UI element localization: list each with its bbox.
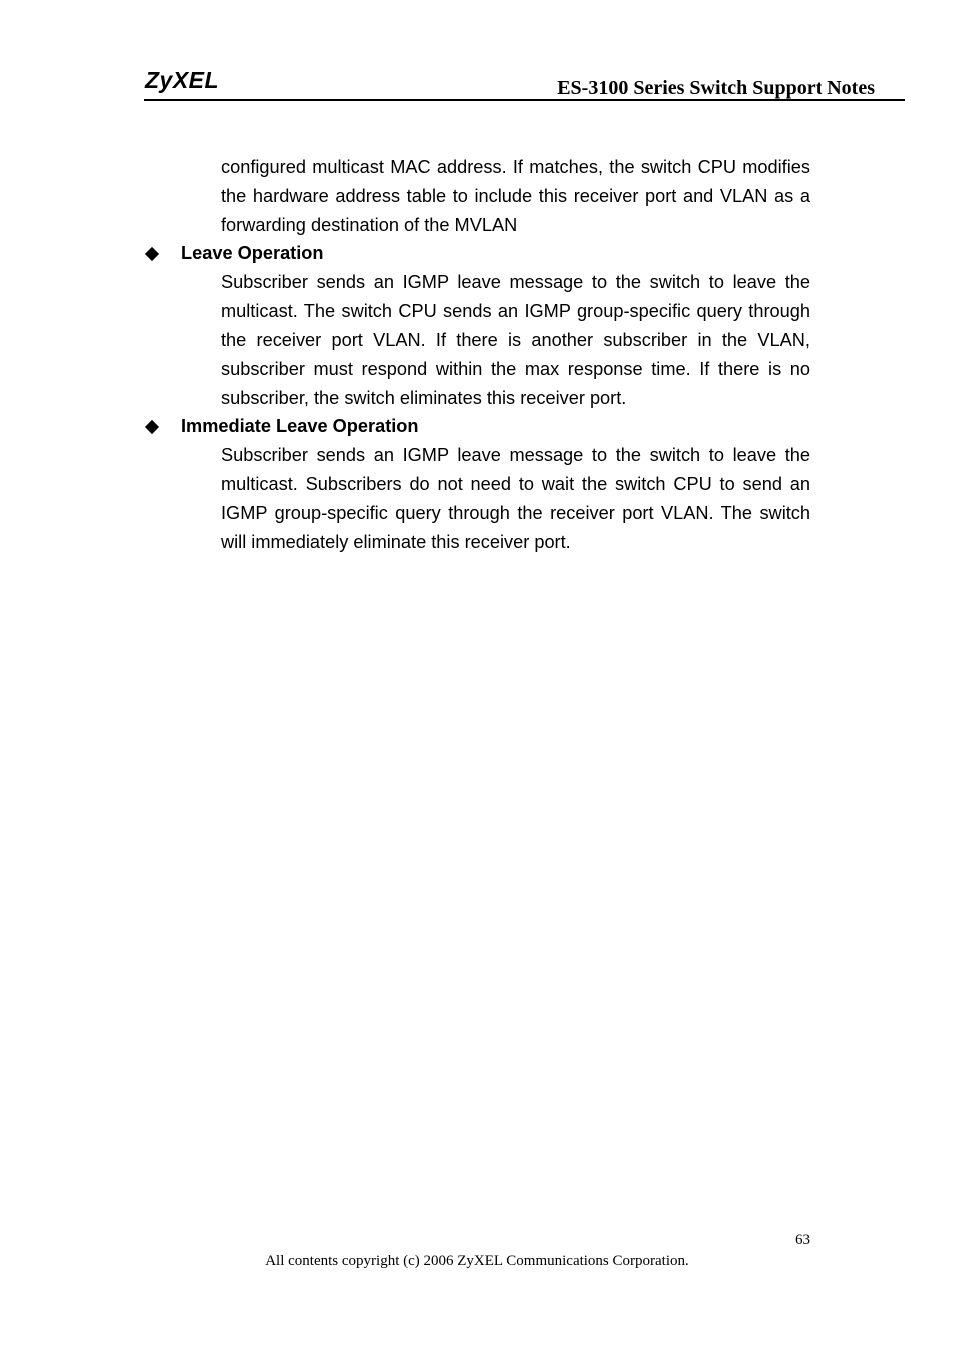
section-body-immediate-leave-operation: Subscriber sends an IGMP leave message to the switch to leave the multicast. Subscribers do not need to wait the switch CPU to send an IGMP group-specific query through the receiver port VLAN. The switch will immediately eliminate this receiver port. [221, 445, 810, 552]
header-divider [144, 99, 905, 101]
company-logo: ZyXEL [145, 67, 220, 93]
page-number: 63 [795, 1232, 810, 1248]
section-body-leave-operation: Subscriber sends an IGMP leave message to the switch to leave the multicast. The switch CPU sends an IGMP group-specific query through the receiver port VLAN. If there is another subscriber in the VLAN, subscriber must respond within the max response time. If there is no subscriber, the switch eliminates this receiver port. [221, 272, 810, 408]
diamond-bullet-icon [145, 419, 159, 433]
continuation-paragraph: configured multicast MAC address. If matches, the switch CPU modifies the hardware address table to include this receiver port and VLAN as a forwarding destination of the MVLAN [221, 157, 810, 235]
section-heading-label: Immediate Leave Operation [181, 416, 419, 436]
section-heading-label: Leave Operation [181, 243, 324, 263]
diamond-bullet-icon [145, 246, 159, 260]
page-header-title: ES-3100 Series Switch Support Notes [557, 77, 875, 99]
copyright-notice: All contents copyright (c) 2006 ZyXEL Communications Corporation. [265, 1253, 689, 1269]
section-heading-immediate-leave-operation [145, 412, 419, 441]
section-heading-leave-operation [145, 239, 324, 268]
